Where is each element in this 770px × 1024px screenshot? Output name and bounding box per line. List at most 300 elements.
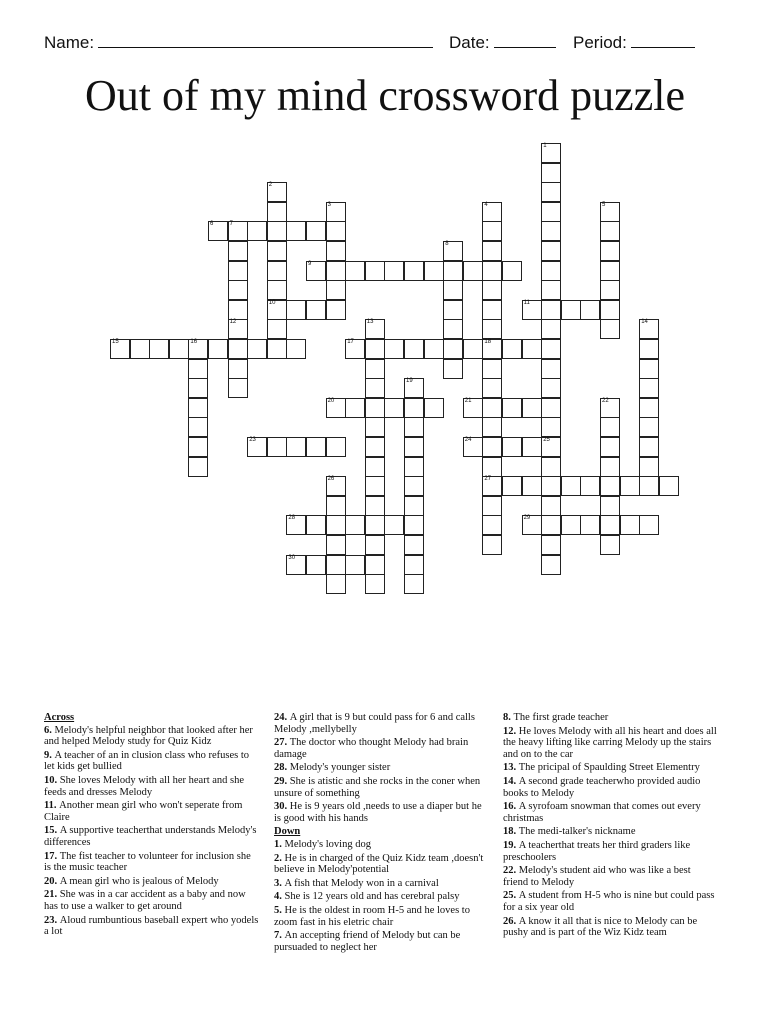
grid-cell[interactable] <box>620 515 640 535</box>
clue-number: 18 <box>484 339 492 345</box>
clue-number-label: 11. <box>44 800 60 812</box>
grid-cell[interactable] <box>502 261 522 281</box>
clue-text: A know it all that is nice to Melody can be pushy and is part of the Wiz Kidz team <box>503 915 698 939</box>
grid-cell[interactable] <box>345 261 365 281</box>
grid-cell[interactable] <box>522 300 542 320</box>
clue-number: 1 <box>543 143 547 149</box>
grid-cell[interactable] <box>326 476 346 496</box>
clue-number-label: 7. <box>274 930 285 942</box>
grid-cell[interactable] <box>208 339 228 359</box>
down-clue <box>503 890 718 913</box>
grid-cell[interactable] <box>502 437 522 457</box>
clues-column-1 <box>44 712 259 940</box>
clue-text: The doctor who thought Melody had brain damage <box>274 737 469 760</box>
grid-cell[interactable] <box>541 555 561 575</box>
clue-number-label: 24. <box>274 712 290 723</box>
clue-number: 27 <box>484 476 492 483</box>
grid-cell[interactable] <box>404 417 424 437</box>
grid-cell[interactable] <box>326 574 346 594</box>
clue-text: A student from H-5 who is nine but could pass for a six year old <box>503 890 715 913</box>
grid-cell[interactable] <box>365 496 385 516</box>
grid-cell[interactable] <box>326 555 346 575</box>
grid-cell[interactable] <box>247 339 267 359</box>
grid-cell[interactable] <box>365 398 385 418</box>
clue-number-label: 14. <box>503 775 519 787</box>
clue-number: 21 <box>464 397 472 404</box>
across-clue <box>44 889 259 912</box>
grid-cell[interactable] <box>482 457 502 477</box>
grid-cell[interactable] <box>306 261 326 281</box>
clue-number-label: 19. <box>503 839 519 851</box>
across-clue <box>44 750 259 773</box>
grid-cell[interactable] <box>600 515 620 535</box>
grid-cell[interactable] <box>639 319 659 339</box>
clue-number: 6 <box>210 221 214 228</box>
grid-cell[interactable] <box>482 437 502 457</box>
clue-text: A fish that Melody won in a carnival <box>284 877 439 889</box>
grid-cell[interactable] <box>541 437 561 457</box>
grid-cell[interactable] <box>443 300 463 320</box>
clue-text: The pricipal of Spaulding Street Elementry <box>518 762 700 774</box>
grid-cell[interactable] <box>443 339 463 359</box>
grid-cell[interactable] <box>463 398 483 418</box>
grid-cell[interactable] <box>267 437 287 457</box>
grid-cell[interactable] <box>482 476 502 496</box>
grid-cell[interactable] <box>482 535 502 555</box>
grid-cell[interactable] <box>482 515 502 535</box>
down-clue <box>274 930 489 953</box>
clue-text: He is in charged of the Quiz Kidz team ,doesn't believe in Melody'potential <box>274 852 484 876</box>
clue-text: An accepting friend of Melody but can be pursuaded to neglect her <box>274 930 461 953</box>
across-clue <box>44 725 259 748</box>
grid-cell[interactable] <box>639 437 659 457</box>
grid-cell[interactable] <box>600 300 620 320</box>
grid-cell[interactable] <box>365 417 385 437</box>
grid-cell[interactable] <box>188 417 208 437</box>
grid-cell[interactable] <box>502 398 522 418</box>
grid-cell[interactable] <box>424 398 444 418</box>
grid-cell[interactable] <box>306 437 326 457</box>
grid-cell[interactable] <box>541 535 561 555</box>
grid-cell[interactable] <box>482 261 502 281</box>
clue-number: 5 <box>602 201 606 208</box>
down-clue <box>503 865 718 888</box>
grid-cell[interactable] <box>541 476 561 496</box>
grid-cell[interactable] <box>188 398 208 418</box>
clue-number-label: 10. <box>44 774 60 786</box>
clue-number-label: 30. <box>274 801 290 813</box>
grid-cell[interactable] <box>306 555 326 575</box>
grid-cell[interactable] <box>541 496 561 516</box>
grid-cell[interactable] <box>365 319 385 339</box>
clue-text: Aloud rumbuntious baseball expert who yodels a lot <box>44 914 259 938</box>
grid-cell[interactable] <box>404 378 424 398</box>
grid-cell[interactable] <box>404 555 424 575</box>
grid-cell[interactable] <box>639 398 659 418</box>
grid-cell[interactable] <box>443 319 463 339</box>
down-clue <box>503 840 718 863</box>
down-clue <box>503 801 718 824</box>
grid-cell[interactable] <box>110 339 130 359</box>
clue-text: A teacherthat treats her third graders like preschoolers <box>503 839 691 863</box>
clue-number: 15 <box>112 339 119 345</box>
clue-text: The medi-talker's nickname <box>518 826 636 838</box>
grid-cell[interactable] <box>482 339 502 359</box>
grid-cell[interactable] <box>561 515 581 535</box>
down-clue <box>503 916 718 939</box>
grid-cell[interactable] <box>482 398 502 418</box>
grid-cell[interactable] <box>286 515 306 535</box>
clue-number: 20 <box>327 397 335 404</box>
grid-cell[interactable] <box>404 574 424 594</box>
grid-cell[interactable] <box>365 515 385 535</box>
grid-cell[interactable] <box>639 359 659 379</box>
grid-cell[interactable] <box>188 437 208 457</box>
clue-number-label: 2. <box>274 852 285 864</box>
clue-number: 24 <box>464 437 472 443</box>
grid-cell[interactable] <box>384 339 404 359</box>
clue-text: A girl that is 9 but could pass for 6 and calls Melody ,mellybelly <box>274 712 475 735</box>
grid-cell[interactable] <box>561 300 581 320</box>
clue-number: 29 <box>523 515 531 522</box>
grid-cell[interactable] <box>600 417 620 437</box>
across-heading: Across <box>44 712 75 723</box>
grid-cell[interactable] <box>463 261 483 281</box>
grid-cell[interactable] <box>600 280 620 300</box>
clue-number-label: 17. <box>44 850 60 862</box>
grid-cell[interactable] <box>365 574 385 594</box>
grid-cell[interactable] <box>365 378 385 398</box>
grid-cell[interactable] <box>404 535 424 555</box>
grid-cell[interactable] <box>443 359 463 379</box>
grid-cell[interactable] <box>600 476 620 496</box>
down-clue <box>503 712 718 724</box>
grid-cell[interactable] <box>482 359 502 379</box>
down-clue <box>503 726 718 761</box>
grid-cell[interactable] <box>600 202 620 222</box>
clue-number: 13 <box>366 319 374 326</box>
grid-cell[interactable] <box>267 182 287 202</box>
grid-cell[interactable] <box>639 515 659 535</box>
grid-cell[interactable] <box>345 555 365 575</box>
grid-cell[interactable] <box>365 535 385 555</box>
grid-cell[interactable] <box>365 437 385 457</box>
grid-cell[interactable] <box>600 261 620 281</box>
grid-cell[interactable] <box>228 261 248 281</box>
grid-cell[interactable] <box>541 457 561 477</box>
down-clue <box>274 853 489 876</box>
clue-number-label: 29. <box>274 775 290 787</box>
grid-cell[interactable] <box>188 339 208 359</box>
clue-number: 8 <box>445 241 449 247</box>
clue-number-label: 9. <box>44 749 55 761</box>
clue-number: 7 <box>229 221 233 228</box>
clue-text: Melody's younger sister <box>289 762 391 774</box>
grid-cell[interactable] <box>247 221 267 241</box>
grid-cell[interactable] <box>424 339 444 359</box>
grid-cell[interactable] <box>541 398 561 418</box>
grid-cell[interactable] <box>541 202 561 222</box>
grid-cell[interactable] <box>228 300 248 320</box>
grid-cell[interactable] <box>600 398 620 418</box>
across-clue <box>44 775 259 798</box>
grid-cell[interactable] <box>482 241 502 261</box>
grid-cell[interactable] <box>365 261 385 281</box>
down-clue <box>503 762 718 774</box>
grid-cell[interactable] <box>365 359 385 379</box>
clue-text: A teacher of an in clusion class who refuses to let kids get bullied <box>44 749 249 773</box>
grid-cell[interactable] <box>267 202 287 222</box>
grid-cell[interactable] <box>228 280 248 300</box>
clue-text: Melody's helpful neighbor that looked after her and helped Melody study for Quiz Kidz <box>44 724 253 748</box>
grid-cell[interactable] <box>326 515 346 535</box>
grid-cell[interactable] <box>149 339 169 359</box>
grid-cell[interactable] <box>522 476 542 496</box>
grid-cell[interactable] <box>365 339 385 359</box>
grid-cell[interactable] <box>208 221 228 241</box>
grid-cell[interactable] <box>659 476 679 496</box>
down-heading: Down <box>274 826 301 838</box>
across-clue <box>274 737 489 760</box>
grid-cell[interactable] <box>188 457 208 477</box>
clue-number: 23 <box>249 437 256 443</box>
grid-cell[interactable] <box>326 202 346 222</box>
grid-cell[interactable] <box>326 496 346 516</box>
clue-number-label: 8. <box>503 712 514 723</box>
clue-text: The first grade teacher <box>513 712 609 723</box>
grid-cell[interactable] <box>365 555 385 575</box>
clue-number: 14 <box>641 319 648 326</box>
grid-cell[interactable] <box>267 300 287 320</box>
grid-cell[interactable] <box>130 339 150 359</box>
clue-number: 19 <box>406 378 413 385</box>
clue-number-label: 18. <box>503 826 519 838</box>
grid-cell[interactable] <box>286 300 306 320</box>
grid-cell[interactable] <box>482 300 502 320</box>
grid-cell[interactable] <box>404 457 424 477</box>
grid-cell[interactable] <box>482 378 502 398</box>
clue-number: 4 <box>484 201 488 208</box>
clue-number: 9 <box>308 260 312 267</box>
grid-cell[interactable] <box>404 339 424 359</box>
grid-cell[interactable] <box>443 280 463 300</box>
grid-cell[interactable] <box>326 241 346 261</box>
grid-cell[interactable] <box>639 476 659 496</box>
clue-text: A mean girl who is jealous of Melody <box>59 875 219 887</box>
grid-cell[interactable] <box>326 280 346 300</box>
grid-cell[interactable] <box>600 221 620 241</box>
grid-cell[interactable] <box>600 496 620 516</box>
grid-cell[interactable] <box>639 457 659 477</box>
grid-cell[interactable] <box>326 535 346 555</box>
grid-cell[interactable] <box>639 378 659 398</box>
grid-cell[interactable] <box>404 398 424 418</box>
grid-cell[interactable] <box>541 241 561 261</box>
grid-cell[interactable] <box>502 339 522 359</box>
grid-cell[interactable] <box>286 555 306 575</box>
clue-text: Melody's loving dog <box>284 838 371 850</box>
grid-cell[interactable] <box>580 476 600 496</box>
grid-cell[interactable] <box>404 476 424 496</box>
grid-cell[interactable] <box>482 319 502 339</box>
grid-cell[interactable] <box>267 280 287 300</box>
grid-cell[interactable] <box>522 515 542 535</box>
grid-cell[interactable] <box>600 535 620 555</box>
grid-cell[interactable] <box>306 515 326 535</box>
grid-cell[interactable] <box>267 319 287 339</box>
grid-cell[interactable] <box>522 398 542 418</box>
grid-cell[interactable] <box>541 300 561 320</box>
grid-cell[interactable] <box>541 339 561 359</box>
grid-cell[interactable] <box>306 300 326 320</box>
grid-cell[interactable] <box>580 300 600 320</box>
clue-number-label: 26. <box>503 915 519 927</box>
across-clue <box>274 712 489 735</box>
grid-cell[interactable] <box>365 476 385 496</box>
grid-cell[interactable] <box>345 515 365 535</box>
grid-cell[interactable] <box>600 457 620 477</box>
clue-text: She was in a car accident as a baby and now has to use a walker to get around <box>44 889 246 912</box>
grid-cell[interactable] <box>443 261 463 281</box>
grid-cell[interactable] <box>522 437 542 457</box>
clues-column-2 <box>274 712 489 955</box>
grid-cell[interactable] <box>463 437 483 457</box>
clue-text: Melody's student aid who was like a best friend to Melody <box>503 865 691 888</box>
grid-cell[interactable] <box>286 437 306 457</box>
across-clue <box>44 825 259 848</box>
grid-cell[interactable] <box>404 437 424 457</box>
grid-cell[interactable] <box>326 398 346 418</box>
clue-text: He loves Melody with all his heart and does all the heavy lifting like carring Melody up the stairs and on to the car <box>503 725 717 760</box>
grid-cell[interactable] <box>228 241 248 261</box>
grid-cell[interactable] <box>404 496 424 516</box>
clue-number-label: 3. <box>274 877 285 889</box>
clue-number-label: 1. <box>274 838 285 850</box>
period-label: Period: <box>573 33 627 52</box>
across-clue <box>44 915 259 938</box>
down-clue <box>274 878 489 890</box>
grid-cell[interactable] <box>541 359 561 379</box>
grid-cell[interactable] <box>541 378 561 398</box>
grid-cell[interactable] <box>326 300 346 320</box>
grid-cell[interactable] <box>384 515 404 535</box>
grid-cell[interactable] <box>267 241 287 261</box>
clue-number-label: 27. <box>274 737 290 749</box>
clue-number: 16 <box>190 339 198 345</box>
date-label: Date: <box>449 33 490 52</box>
grid-cell[interactable] <box>541 261 561 281</box>
grid-cell[interactable] <box>228 378 248 398</box>
grid-cell[interactable] <box>365 457 385 477</box>
grid-cell[interactable] <box>169 339 189 359</box>
grid-cell[interactable] <box>541 221 561 241</box>
clue-number: 22 <box>602 397 609 404</box>
grid-cell[interactable] <box>561 476 581 496</box>
grid-cell[interactable] <box>482 417 502 437</box>
grid-cell[interactable] <box>228 339 248 359</box>
grid-cell[interactable] <box>600 241 620 261</box>
grid-cell[interactable] <box>482 202 502 222</box>
grid-cell[interactable] <box>228 221 248 241</box>
grid-cell[interactable] <box>541 143 561 163</box>
grid-cell[interactable] <box>384 261 404 281</box>
clue-text: He is 9 years old ,needs to use a diaper but he is good with his hands <box>274 801 482 824</box>
grid-cell[interactable] <box>580 515 600 535</box>
grid-cell[interactable] <box>404 261 424 281</box>
grid-cell[interactable] <box>228 319 248 339</box>
grid-cell[interactable] <box>345 398 365 418</box>
clue-number-label: 6. <box>44 724 55 736</box>
grid-cell[interactable] <box>541 182 561 202</box>
grid-cell[interactable] <box>267 339 287 359</box>
grid-cell[interactable] <box>482 221 502 241</box>
grid-cell[interactable] <box>384 398 404 418</box>
grid-cell[interactable] <box>424 261 444 281</box>
across-clue <box>44 851 259 874</box>
grid-cell[interactable] <box>639 339 659 359</box>
clue-number: 26 <box>327 476 335 483</box>
grid-cell[interactable] <box>306 221 326 241</box>
grid-cell[interactable] <box>247 437 267 457</box>
clue-text: A second grade teacherwho provided audio books to Melody <box>503 775 701 799</box>
grid-cell[interactable] <box>541 163 561 183</box>
grid-cell[interactable] <box>620 476 640 496</box>
grid-cell[interactable] <box>404 515 424 535</box>
clue-number: 17 <box>347 339 354 345</box>
grid-cell[interactable] <box>541 280 561 300</box>
grid-cell[interactable] <box>188 378 208 398</box>
clue-number-label: 20. <box>44 875 60 887</box>
grid-cell[interactable] <box>286 221 306 241</box>
grid-cell[interactable] <box>443 241 463 261</box>
grid-cell[interactable] <box>541 515 561 535</box>
grid-cell[interactable] <box>482 280 502 300</box>
grid-cell[interactable] <box>541 319 561 339</box>
clue-text: She is atistic and she rocks in the coner when unsure of something <box>274 775 481 799</box>
grid-cell[interactable] <box>286 339 306 359</box>
grid-cell[interactable] <box>541 417 561 437</box>
name-label: Name: <box>44 33 95 52</box>
page-title: Out of my mind crossword puzzle <box>85 71 685 120</box>
grid-cell[interactable] <box>502 476 522 496</box>
grid-cell[interactable] <box>639 417 659 437</box>
clue-number-label: 25. <box>503 890 519 902</box>
clue-number-label: 28. <box>274 762 290 774</box>
grid-cell[interactable] <box>228 359 248 379</box>
across-clue <box>274 762 489 774</box>
across-clue <box>274 776 489 799</box>
clue-number-label: 4. <box>274 891 285 903</box>
grid-cell[interactable] <box>600 319 620 339</box>
grid-cell[interactable] <box>522 339 542 359</box>
grid-cell[interactable] <box>482 496 502 516</box>
clue-number: 25 <box>543 437 550 443</box>
clue-text: Another mean girl who won't seperate from Claire <box>44 800 243 823</box>
grid-cell[interactable] <box>267 261 287 281</box>
grid-cell[interactable] <box>188 359 208 379</box>
clue-number: 28 <box>288 515 296 522</box>
grid-cell[interactable] <box>345 339 365 359</box>
clue-number: 2 <box>268 182 273 189</box>
grid-cell[interactable] <box>267 221 287 241</box>
clue-text: The fist teacher to volunteer for inclusion she is the music teacher <box>44 850 251 874</box>
grid-cell[interactable] <box>326 221 346 241</box>
clue-number-label: 22. <box>503 865 519 877</box>
grid-cell[interactable] <box>600 437 620 457</box>
grid-cell[interactable] <box>326 437 346 457</box>
grid-cell[interactable] <box>463 339 483 359</box>
grid-cell[interactable] <box>326 261 346 281</box>
